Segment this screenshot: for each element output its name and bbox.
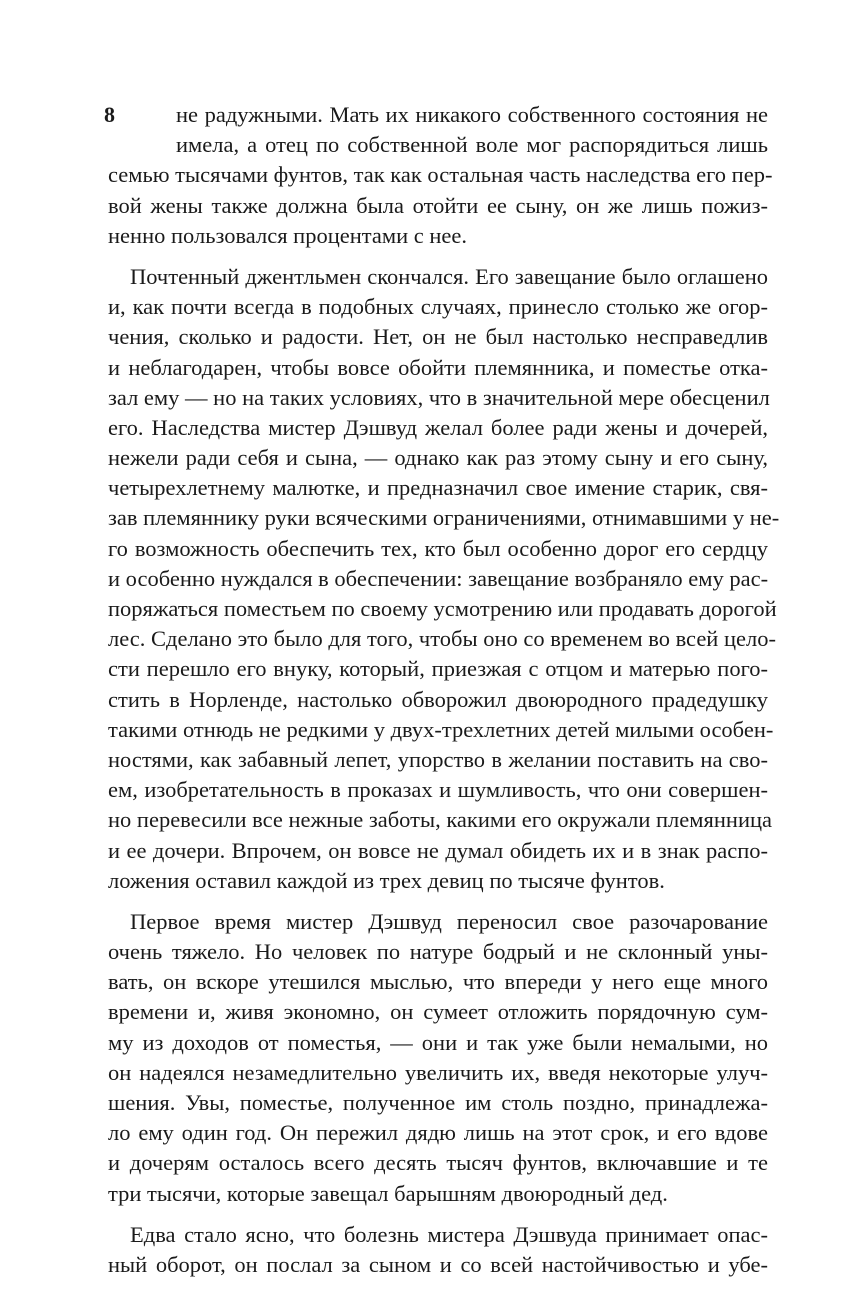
- text-line: ный оборот, он послал за сыном и со всей настойчивостью и убе-: [108, 1251, 768, 1277]
- text-line: он надеялся незамедлительно увеличить их, введя некоторые улуч-: [108, 1059, 768, 1085]
- text-line: нежели ради себя и сына, — однако как раз этому сыну и его сыну,: [108, 445, 768, 471]
- paragraph: [108, 100, 773, 251]
- text-line: ло ему один год. Он пережил дядю лишь на этот срок, и его вдове: [108, 1120, 768, 1146]
- body-text: [108, 100, 780, 1280]
- text-line: и дочерям осталось всего десять тысяч фунтов, включавшие и те: [108, 1150, 768, 1176]
- text-line: Первое время мистер Дэшвуд переносил свое разочарование: [130, 908, 768, 934]
- text-line: ностями, как забавный лепет, упорство в желании поставить на сво-: [108, 746, 768, 772]
- text-line: четырехлетнему малютке, и предназначил свое имение старик, свя-: [108, 475, 768, 501]
- text-line: три тысячи, которые завещал барышням двоюродный дед.: [108, 1180, 668, 1206]
- text-line: имела, а отец по собственной воле мог распорядиться лишь: [176, 132, 768, 158]
- text-line: лес. Сделано это было для того, чтобы оно со временем во всей цело-: [108, 626, 776, 652]
- paragraph: [108, 262, 780, 896]
- text-line: семью тысячами фунтов, так как остальная часть наследства его пер-: [108, 162, 773, 188]
- text-line: ем, изобретательность в проказах и шумливость, что они совершен-: [108, 777, 768, 803]
- text-line: очень тяжело. Но человек по натуре бодрый и не склонный уны-: [108, 939, 768, 965]
- text-line: чения, сколько и радости. Нет, он не был настолько несправедлив: [108, 324, 768, 350]
- text-line: ложения оставил каждой из трех девиц по тысяче фунтов.: [108, 867, 665, 893]
- text-line: не радужными. Мать их никакого собственного состояния не: [176, 102, 768, 127]
- text-line: стить в Норленде, настолько обворожил двоюродного прадедушку: [108, 686, 768, 712]
- paragraph: [108, 907, 768, 1209]
- text-line: поряжаться поместьем по своему усмотрению или продавать дорогой: [108, 596, 777, 621]
- text-line: и ее дочери. Впрочем, он вовсе не думал обидеть их и в знак распо-: [108, 837, 768, 863]
- text-line: зав племяннику руки всяческими ограничениями, отнимавшими у не-: [108, 505, 780, 531]
- text-line: времени и, живя экономно, он сумеет отложить порядочную сум-: [108, 999, 768, 1025]
- text-line: сти перешло его внуку, который, приезжая с отцом и матерью пого-: [108, 656, 768, 682]
- text-line: шения. Увы, поместье, полученное им столь поздно, принадлежа-: [108, 1090, 768, 1115]
- text-line: и неблагодарен, чтобы вовсе обойти племянника, и поместье отка-: [108, 354, 768, 380]
- text-line: Едва стало ясно, что болезнь мистера Дэшвуда принимает опас-: [130, 1221, 768, 1247]
- page-number: 8: [104, 102, 115, 127]
- text-line: и особенно нуждался в обеспечении: завещание возбраняло ему рас-: [108, 565, 769, 591]
- text-line: вать, он вскоре утешился мыслью, что впереди у него еще много: [108, 969, 768, 995]
- text-line: ненно пользовался процентами с нее.: [108, 222, 468, 248]
- text-line: го возможность обеспечить тех, кто был особенно дорог его сердцу: [108, 535, 768, 561]
- text-line: такими отнюдь не редкими у двух-трехлетних детей милыми особен-: [108, 716, 774, 742]
- text-line: но перевесили все нежные заботы, какими его окружали племянница: [108, 807, 773, 833]
- text-line: его. Наследства мистер Дэшвуд желал более ради жены и дочерей,: [108, 414, 768, 440]
- text-line: зал ему — но на таких условиях, что в значительной мере обесценил: [108, 384, 770, 410]
- text-line: вой жены также должна была отойти ее сыну, он же лишь пожиз-: [108, 192, 768, 218]
- paragraph: [108, 1220, 768, 1280]
- text-line: му из доходов от поместья, — они и так уже были немалыми, но: [108, 1029, 768, 1055]
- text-line: и, как почти всегда в подобных случаях, принесло столько же огор-: [108, 294, 768, 320]
- text-line: Почтенный джентльмен скончался. Его завещание было оглашено: [130, 263, 768, 289]
